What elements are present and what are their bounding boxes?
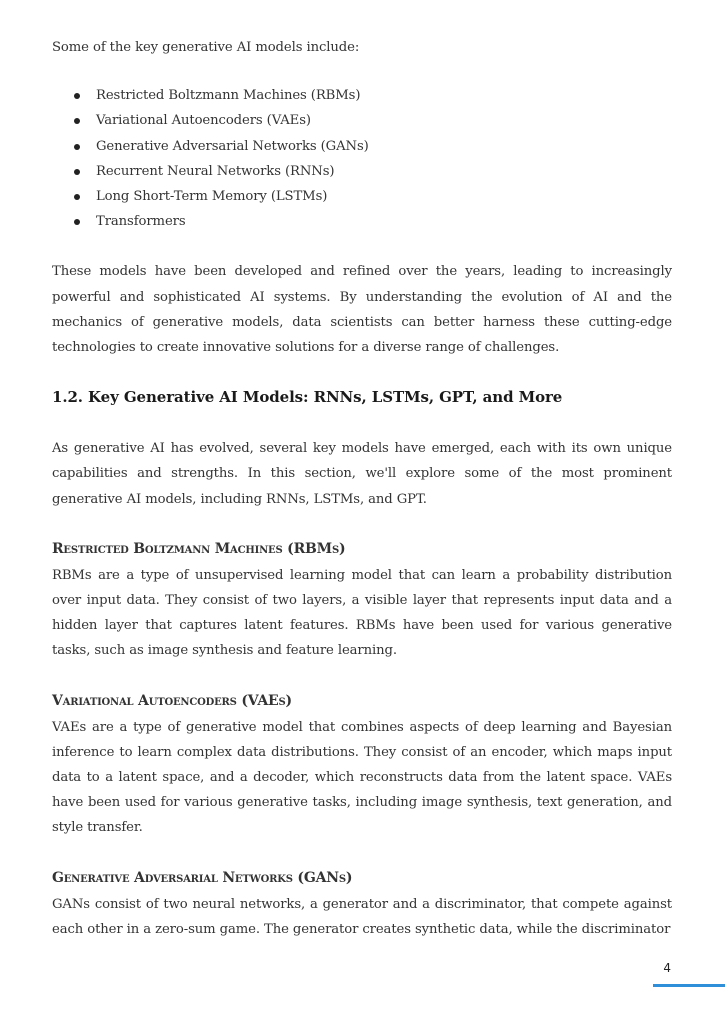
bullet-icon: [74, 194, 80, 200]
section-intro-paragraph: As generative AI has evolved, several key models have emerged, each with its own unique capabilities and strengths. In this section, we'll explore some of the most prominent generative AI models, including RNNs, LSTMs, and GPT.: [52, 441, 672, 507]
list-item: [52, 159, 672, 184]
summary-paragraph: These models have been developed and refined over the years, leading to increasingly powerful and sophisticated AI systems. By understanding the evolution of AI and the mechanics of generative models, data scientists can better harness these cutting-edge technologies to create innovative solutions for a diverse range of challenges.: [52, 264, 672, 356]
subsection-heading: Generative Adversarial Networks (GANs): [52, 869, 353, 886]
bullet-icon: [74, 93, 80, 99]
section-heading: 1.2. Key Generative AI Models: RNNs, LSTMs, GPT, and More: [52, 388, 563, 407]
list-item-text: Generative Adversarial Networks (GANs): [96, 138, 369, 154]
document-page: [52, 35, 672, 942]
subsection-vae: [52, 689, 672, 841]
model-list: [52, 83, 672, 234]
page-accent-bar: [653, 984, 725, 987]
bullet-icon: [74, 118, 80, 124]
list-item: [52, 184, 672, 209]
subsection-body: RBMs are a type of unsupervised learning model that can learn a probability distribution over input data. They consist of two layers, a visible layer that represents input data and a hidden layer that captures latent features. RBMs have been used for various generative tasks, such as image synthesis and feature learning.: [52, 567, 672, 659]
list-item-text: Variational Autoencoders (VAEs): [96, 113, 311, 129]
bullet-icon: [74, 219, 80, 225]
list-item-text: Recurrent Neural Networks (RNNs): [96, 163, 335, 179]
bullet-icon: [74, 169, 80, 175]
list-item-text: Long Short-Term Memory (LSTMs): [96, 189, 328, 205]
page-number: 4: [663, 961, 671, 975]
subsection-gan: [52, 866, 672, 942]
subsection-body: VAEs are a type of generative model that combines aspects of deep learning and Bayesian inference to learn complex data distributions. They consist of an encoder, which maps input data to a latent space, and a decoder, which reconstructs data from the latent space. VAEs have been used for various generative tasks, including image synthesis, text generation, and style transfer.: [52, 719, 672, 836]
list-item: [52, 83, 672, 108]
list-item-text: Transformers: [96, 214, 186, 230]
list-item-text: Restricted Boltzmann Machines (RBMs): [96, 88, 361, 104]
bullet-icon: [74, 144, 80, 150]
list-item: [52, 209, 672, 234]
subsection-heading: Variational Autoencoders (VAEs): [52, 692, 292, 709]
subsection-rbm: [52, 537, 672, 664]
subsection-heading: Restricted Boltzmann Machines (RBMs): [52, 540, 346, 557]
list-item: [52, 134, 672, 159]
list-item: [52, 108, 672, 133]
intro-text: Some of the key generative AI models include:: [52, 40, 360, 55]
subsection-body: GANs consist of two neural networks, a generator and a discriminator, that compete against each other in a zero-sum game. The generator creates synthetic data, while the discriminator: [52, 896, 672, 937]
